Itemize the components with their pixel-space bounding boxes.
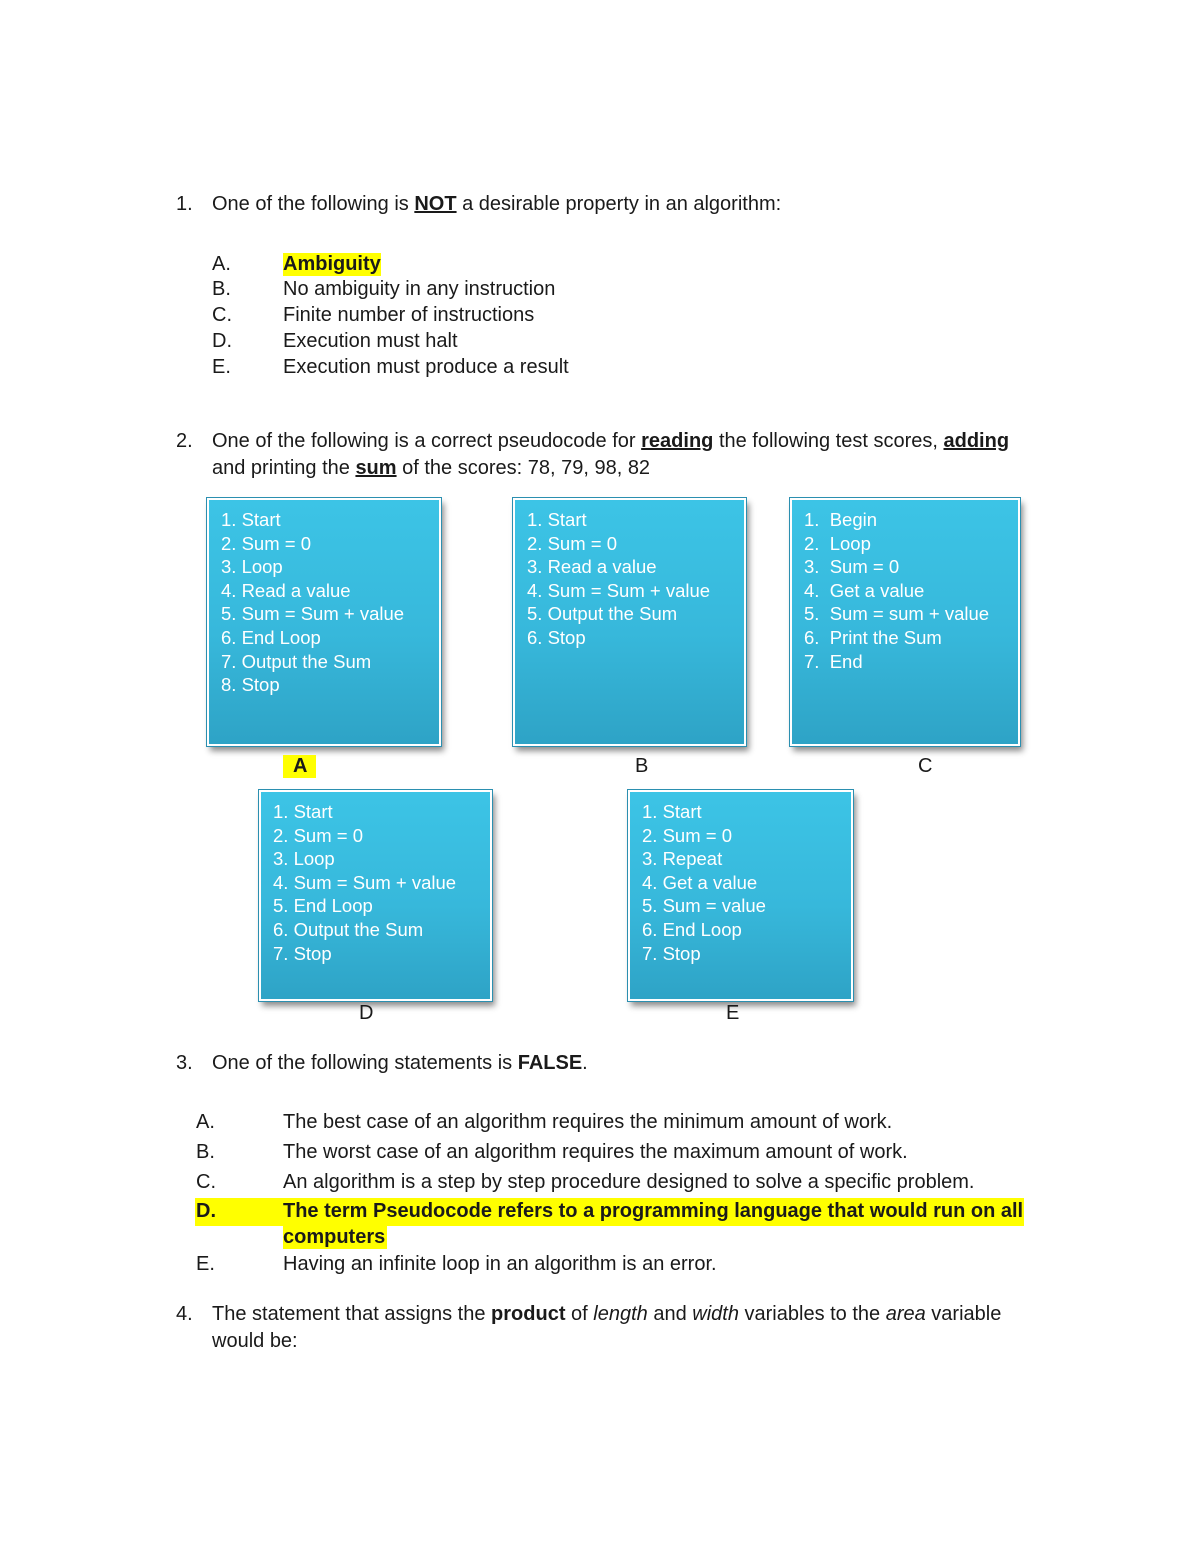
box-label-d: D <box>359 1002 374 1024</box>
pseudocode-box-c: 1. Begin 2. Loop 3. Sum = 0 4. Get a value 5. Sum = sum + value 6. Print the Sum 7. End <box>790 498 1020 746</box>
question-number: 4. <box>176 1303 193 1325</box>
option-text: An algorithm is a step by step procedure designed to solve a specific problem. <box>283 1171 975 1193</box>
option-answer-highlighted-cont: computers <box>283 1226 386 1248</box>
box-label-e: E <box>726 1002 740 1024</box>
option-letter: C. <box>212 304 232 326</box>
option-text: No ambiguity in any instruction <box>283 278 556 300</box>
question-number: 1. <box>176 193 193 215</box>
option-letter: B. <box>212 278 231 300</box>
question-text-line-1: The statement that assigns the product of length and width variables to the area variable <box>212 1303 1002 1325</box>
question-text-line-1: One of the following is a correct pseudocode for reading the following test scores, adding <box>212 430 1010 452</box>
option-letter: B. <box>196 1141 215 1163</box>
option-letter: C. <box>196 1171 216 1193</box>
option-text: The best case of an algorithm requires the minimum amount of work. <box>283 1111 893 1133</box>
option-text: Execution must halt <box>283 330 458 352</box>
option-letter-answer: D. <box>196 1200 216 1222</box>
question-text: One of the following statements is FALSE. <box>212 1052 588 1074</box>
question-text: One of the following is NOT a desirable property in an algorithm: <box>212 193 782 215</box>
box-label-c: C <box>918 755 933 777</box>
box-label-b: B <box>635 755 649 777</box>
question-text-line-2: and printing the sum of the scores: 78, 79, 98, 82 <box>212 457 651 479</box>
pseudocode-box-e: 1. Start 2. Sum = 0 3. Repeat 4. Get a value 5. Sum = value 6. End Loop 7. Stop <box>628 790 853 1001</box>
option-letter: E. <box>212 356 231 378</box>
question-text-line-2: would be: <box>212 1330 298 1352</box>
question-number: 2. <box>176 430 193 452</box>
option-text: Finite number of instructions <box>283 304 535 326</box>
option-text: Having an infinite loop in an algorithm is an error. <box>283 1253 717 1275</box>
emphasis-false: FALSE <box>517 1052 583 1074</box>
option-answer-highlighted: The term Pseudocode refers to a programming language that would run on all <box>283 1200 1024 1222</box>
pseudocode-box-b: 1. Start 2. Sum = 0 3. Read a value 4. Sum = Sum + value 5. Output the Sum 6. Stop <box>513 498 746 746</box>
pseudocode-box-a: 1. Start 2. Sum = 0 3. Loop 4. Read a value 5. Sum = Sum + value 6. End Loop 7. Output the Sum 8. Stop <box>207 498 441 746</box>
option-answer-highlighted: Ambiguity <box>283 253 381 275</box>
option-letter: D. <box>212 330 232 352</box>
option-text: Execution must produce a result <box>283 356 569 378</box>
question-number: 3. <box>176 1052 193 1074</box>
option-letter: E. <box>196 1253 215 1275</box>
emphasis-not: NOT <box>414 193 457 215</box>
box-label-a-answer: A <box>283 755 316 778</box>
option-letter: A. <box>212 253 231 275</box>
option-letter: A. <box>196 1111 215 1133</box>
option-text: The worst case of an algorithm requires the maximum amount of work. <box>283 1141 908 1163</box>
pseudocode-box-d: 1. Start 2. Sum = 0 3. Loop 4. Sum = Sum + value 5. End Loop 6. Output the Sum 7. Stop <box>259 790 492 1001</box>
